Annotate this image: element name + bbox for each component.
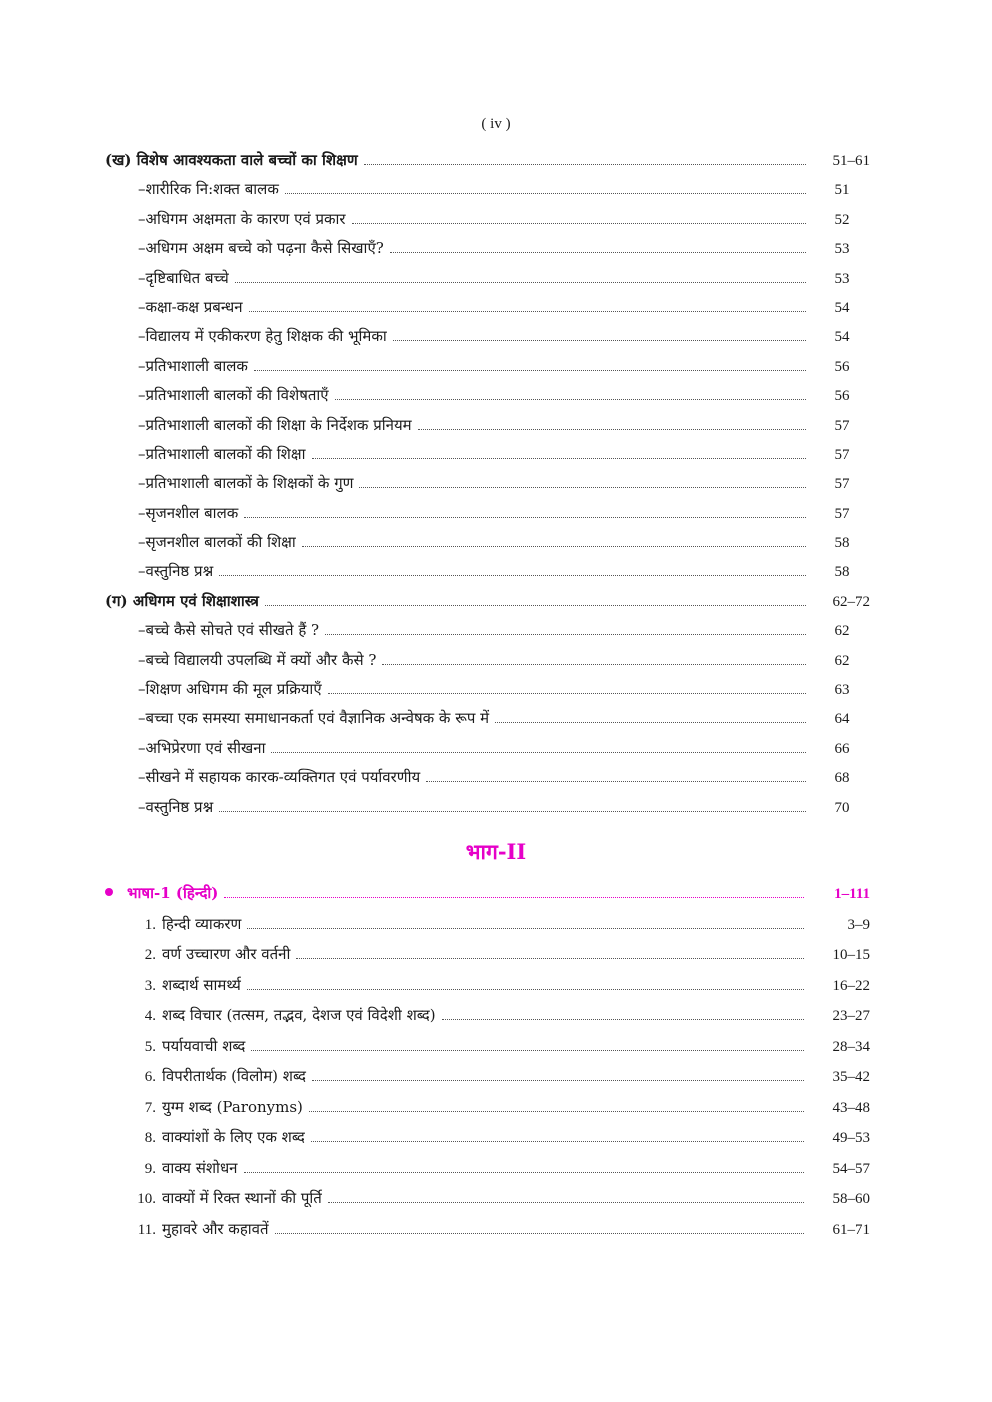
page-range: 57	[834, 446, 850, 463]
page-range: 35–42	[832, 1069, 870, 1085]
toc-entry-row	[105, 322, 870, 351]
chapter-title	[131, 1092, 309, 1124]
chapter-title	[131, 939, 296, 971]
page-range: 1–111	[834, 886, 870, 902]
subject-title	[105, 878, 224, 909]
chapter-text: युग्म शब्द (Paronyms)	[162, 1097, 303, 1116]
page-range: 54–57	[832, 1160, 870, 1177]
entry-dash: –	[138, 621, 146, 640]
dot-leader	[312, 458, 806, 459]
toc-entry-row	[105, 352, 870, 381]
page-range: 16–22	[832, 977, 870, 994]
dot-leader	[249, 311, 806, 312]
entry-dash: –	[138, 386, 146, 405]
toc-entry-row	[105, 205, 870, 234]
dot-leader	[335, 399, 806, 400]
dot-leader	[312, 1080, 804, 1081]
entry-dash: –	[138, 562, 146, 581]
entry-text: शारीरिक नि:शक्त बालक	[145, 180, 279, 199]
page-range: 23–27	[832, 1008, 870, 1024]
entry-text: अधिगम अक्षम बच्चे को पढ़ना कैसे सिखाएँ?	[145, 239, 384, 258]
entry-dash: –	[138, 209, 146, 228]
entry-text: सृजनशील बालकों की शिक्षा	[145, 533, 296, 552]
page-range: 51	[834, 182, 850, 199]
entry-title	[105, 587, 265, 616]
chapter-title	[131, 1000, 442, 1032]
entry-dash: –	[138, 327, 146, 346]
entry-title	[138, 675, 328, 704]
entry-text: शिक्षण अधिगम की मूल प्रक्रियाएँ	[145, 680, 322, 699]
page-range: 70	[834, 799, 850, 816]
chapter-title	[131, 1122, 311, 1154]
subject-row	[105, 878, 870, 909]
toc-entry-row	[105, 234, 870, 263]
dot-leader	[309, 1111, 804, 1112]
entry-dash: –	[138, 797, 146, 816]
page-range: 3–9	[847, 916, 870, 933]
toc-entry-row	[105, 793, 870, 822]
chapter-row	[105, 1031, 870, 1062]
chapter-number: 2.	[144, 947, 156, 963]
dot-leader	[390, 252, 806, 253]
toc-entry-row	[105, 646, 870, 675]
page-range: 56	[834, 358, 850, 375]
entry-title	[138, 440, 312, 469]
entry-dash: –	[138, 738, 146, 757]
entry-text: सीखने में सहायक कारक-व्यक्तिगत एवं पर्यावरणीय	[145, 768, 421, 787]
entry-title	[138, 734, 271, 763]
entry-title	[138, 528, 302, 557]
entry-text: बच्चा एक समस्या समाधानकर्ता एवं वैज्ञानिक अन्वेषक के रूप में	[145, 709, 490, 728]
entry-text: वस्तुनिष्ठ प्रश्न	[145, 797, 214, 816]
dot-leader	[224, 897, 804, 898]
page-range: 43–48	[832, 1099, 870, 1116]
toc-entry-row	[105, 528, 870, 557]
page-range: 28–34	[832, 1038, 870, 1055]
entry-dash: –	[138, 474, 146, 493]
dot-leader	[247, 928, 804, 929]
chapter-number: 4.	[144, 1008, 156, 1024]
entry-title	[138, 352, 254, 381]
entry-dash: –	[138, 768, 146, 787]
toc-entry-row	[105, 264, 870, 293]
dot-leader	[359, 487, 806, 488]
entry-text: बच्चे कैसे सोचते एवं सीखते हैं ?	[145, 621, 320, 640]
subject-text: भाषा-1 (हिन्दी)	[127, 884, 219, 902]
page-number: ( iv )	[481, 116, 511, 132]
dot-leader	[251, 1050, 804, 1051]
toc-entry-row	[105, 440, 870, 469]
dot-leader	[271, 752, 806, 753]
dot-leader	[352, 223, 806, 224]
entry-dash: –	[138, 239, 146, 258]
chapter-number: 10.	[137, 1191, 156, 1207]
entry-text: दृष्टिबाधित बच्चे	[145, 268, 229, 287]
dot-leader	[325, 634, 806, 635]
chapter-text: मुहावरे और कहावतें	[162, 1219, 269, 1238]
entry-dash: –	[138, 709, 146, 728]
chapter-text: वाक्यों में रिक्त स्थानों की पूर्ति	[162, 1189, 322, 1207]
page-range: 68	[834, 770, 850, 787]
page-range: 58	[834, 564, 850, 581]
entry-title	[138, 293, 249, 322]
entry-text: प्रतिभाशाली बालकों की शिक्षा	[145, 444, 306, 463]
chapter-title	[131, 909, 247, 941]
chapter-row	[105, 970, 870, 1001]
page-range: 62	[834, 623, 850, 640]
dot-leader	[244, 1172, 805, 1173]
dot-leader	[247, 989, 804, 990]
entry-dash: –	[138, 180, 146, 199]
entry-text: सृजनशील बालक	[145, 503, 239, 522]
chapter-text: शब्दार्थ सामर्थ्य	[162, 975, 241, 994]
chapter-row	[105, 1061, 870, 1092]
toc-entry-row	[105, 704, 870, 733]
chapter-text: वर्ण उच्चारण और वर्तनी	[162, 945, 291, 963]
chapter-number: 7.	[144, 1099, 156, 1116]
chapter-row	[105, 1000, 870, 1031]
entry-text: (ख) विशेष आवश्यकता वाले बच्चों का शिक्षण	[105, 151, 358, 169]
toc-entry-row	[105, 499, 870, 528]
entry-title	[138, 234, 390, 263]
entry-text: कक्षा-कक्ष प्रबन्धन	[145, 297, 243, 316]
chapter-number: 6.	[144, 1069, 156, 1085]
chapter-text: हिन्दी व्याकरण	[162, 914, 242, 933]
dot-leader	[235, 282, 806, 283]
chapter-title	[131, 970, 247, 1002]
entry-title	[138, 264, 235, 293]
page-range: 54	[834, 329, 850, 346]
dot-leader	[296, 958, 804, 959]
page-range: 58–60	[832, 1191, 870, 1207]
chapter-text: पर्यायवाची शब्द	[162, 1036, 246, 1055]
page-range: 53	[834, 241, 850, 258]
entry-dash: –	[138, 444, 146, 463]
dot-leader	[382, 664, 806, 665]
chapter-number: 3.	[144, 977, 156, 994]
entry-title	[138, 557, 219, 586]
entry-text: प्रतिभाशाली बालकों की विशेषताएँ	[145, 386, 329, 405]
entry-title	[138, 763, 426, 792]
entry-dash: –	[138, 268, 146, 287]
entry-text: (ग) अधिगम एवं शिक्षाशास्त्र	[105, 591, 259, 610]
page-range: 53	[834, 270, 850, 287]
toc-entry-row	[105, 381, 870, 410]
page-range: 57	[834, 476, 850, 493]
chapter-title	[131, 1153, 244, 1185]
chapter-number: 8.	[144, 1130, 156, 1146]
chapter-text: शब्द विचार (तत्सम, तद्भव, देशज एवं विदेशी शब्द)	[162, 1006, 436, 1024]
toc-entry-row	[105, 411, 870, 440]
dot-leader	[442, 1019, 804, 1020]
chapter-row	[105, 1153, 870, 1184]
dot-leader	[254, 370, 806, 371]
entry-title	[138, 322, 393, 351]
chapter-title	[131, 1061, 312, 1093]
toc-part-2	[105, 878, 870, 1244]
chapter-row	[105, 939, 870, 970]
entry-text: अभिप्रेरणा एवं सीखना	[145, 738, 266, 757]
toc-entry-row	[105, 557, 870, 586]
entry-title	[138, 411, 418, 440]
page-range: 62–72	[832, 593, 870, 610]
toc-entry-row	[105, 293, 870, 322]
entry-title	[138, 499, 244, 528]
entry-dash: –	[138, 415, 146, 434]
toc-entry-row	[105, 675, 870, 704]
dot-leader	[311, 1141, 804, 1142]
entry-dash: –	[138, 503, 146, 522]
toc-entry-row	[105, 175, 870, 204]
chapter-row	[105, 1214, 870, 1245]
dot-leader	[418, 429, 806, 430]
page-range: 10–15	[832, 947, 870, 963]
chapter-row	[105, 1183, 870, 1214]
entry-title	[138, 381, 335, 410]
chapter-title	[131, 1031, 251, 1063]
page-range: 66	[834, 740, 850, 757]
bullet-icon	[105, 888, 113, 896]
chapter-number: 5.	[144, 1038, 156, 1055]
entry-dash: –	[138, 356, 146, 375]
entry-title	[138, 205, 352, 234]
page-range: 63	[834, 682, 850, 699]
entry-text: बच्चे विद्यालयी उपलब्धि में क्यों और कैसे ?	[145, 650, 377, 669]
dot-leader	[275, 1233, 804, 1234]
entry-text: वस्तुनिष्ठ प्रश्न	[145, 562, 214, 581]
toc-entry-row	[105, 734, 870, 763]
dot-leader	[302, 546, 806, 547]
chapter-title	[131, 1214, 275, 1246]
toc-entry-row	[105, 469, 870, 498]
entry-title	[105, 146, 364, 175]
dot-leader	[265, 605, 806, 606]
entry-dash: –	[138, 680, 146, 699]
entry-text: प्रतिभाशाली बालकों के शिक्षकों के गुण	[145, 474, 354, 493]
dot-leader	[244, 517, 806, 518]
page-range: 51–61	[832, 153, 870, 169]
entry-text: विद्यालय में एकीकरण हेतु शिक्षक की भूमिका	[145, 327, 387, 346]
part-title: भाग-II	[465, 839, 527, 864]
page-range: 54	[834, 299, 850, 316]
toc-entry-row	[105, 763, 870, 792]
page-range: 64	[834, 711, 850, 728]
page-range: 61–71	[832, 1221, 870, 1238]
dot-leader	[328, 693, 806, 694]
entry-dash: –	[138, 650, 146, 669]
dot-leader	[219, 575, 806, 576]
dot-leader	[364, 164, 806, 165]
page-range: 57	[834, 505, 850, 522]
entry-text: अधिगम अक्षमता के कारण एवं प्रकार	[145, 209, 346, 228]
entry-title	[138, 646, 382, 675]
dot-leader	[426, 781, 806, 782]
chapter-row	[105, 909, 870, 940]
page-range: 52	[834, 211, 850, 228]
entry-dash: –	[138, 297, 146, 316]
chapter-number: 11.	[137, 1221, 156, 1238]
chapter-text: विपरीतार्थक (विलोम) शब्द	[162, 1067, 306, 1085]
dot-leader	[285, 193, 806, 194]
toc-section-row	[105, 146, 870, 175]
entry-text: प्रतिभाशाली बालक	[145, 356, 248, 375]
entry-text: प्रतिभाशाली बालकों की शिक्षा के निर्देशक प्रनियम	[145, 415, 412, 434]
page-range: 56	[834, 388, 850, 405]
chapter-text: वाक्य संशोधन	[162, 1158, 238, 1177]
chapter-text: वाक्यांशों के लिए एक शब्द	[162, 1128, 305, 1146]
chapter-number: 9.	[144, 1160, 156, 1177]
entry-title	[138, 469, 359, 498]
entry-title	[138, 793, 219, 822]
page-range: 58	[834, 535, 850, 552]
dot-leader	[393, 340, 806, 341]
page-range: 57	[834, 417, 850, 434]
entry-title	[138, 616, 325, 645]
toc-entry-row	[105, 616, 870, 645]
chapter-row	[105, 1092, 870, 1123]
dot-leader	[219, 811, 806, 812]
entry-title	[138, 175, 285, 204]
dot-leader	[495, 722, 806, 723]
toc-part-1	[105, 146, 870, 822]
page-range: 62	[834, 652, 850, 669]
dot-leader	[328, 1202, 804, 1203]
entry-dash: –	[138, 533, 146, 552]
chapter-row	[105, 1122, 870, 1153]
page-range: 49–53	[832, 1130, 870, 1146]
chapter-title	[131, 1183, 328, 1215]
entry-title	[138, 704, 495, 733]
chapter-number: 1.	[144, 916, 156, 933]
toc-section-row	[105, 587, 870, 616]
